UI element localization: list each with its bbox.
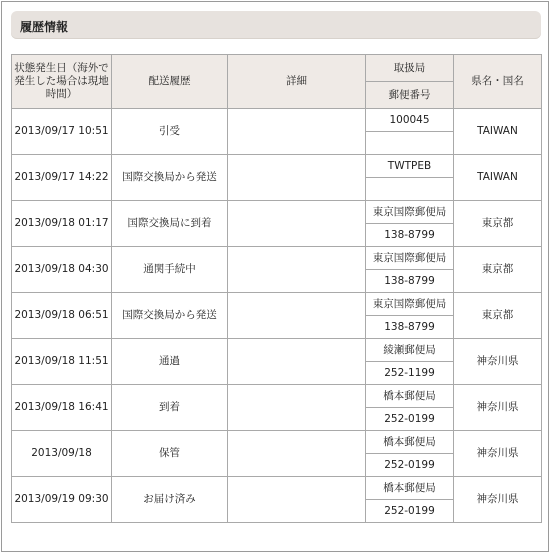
- cell-date: 2013/09/17 10:51: [12, 109, 112, 155]
- cell-date: 2013/09/18 01:17: [12, 201, 112, 247]
- table-row: [12, 477, 542, 500]
- table-row: [12, 339, 542, 362]
- cell-region: 神奈川県: [454, 339, 542, 385]
- cell-history: 国際交換局から発送: [112, 155, 228, 201]
- header-history: 配送履歴: [112, 55, 228, 109]
- cell-office: 綾瀬郵便局: [366, 339, 454, 362]
- header-status-date: 状態発生日（海外で発生した場合は現地時間）: [12, 55, 112, 109]
- cell-date: 2013/09/17 14:22: [12, 155, 112, 201]
- cell-office: TWTPEB: [366, 155, 454, 178]
- cell-postal-code: 138-8799: [366, 270, 454, 293]
- cell-detail: [228, 339, 366, 385]
- cell-date: 2013/09/18 16:41: [12, 385, 112, 431]
- table-header-row: [12, 55, 542, 82]
- table-row: [12, 109, 542, 132]
- cell-office: 東京国際郵便局: [366, 293, 454, 316]
- table-row: [12, 293, 542, 316]
- cell-date: 2013/09/18 04:30: [12, 247, 112, 293]
- cell-history: 国際交換局から発送: [112, 293, 228, 339]
- cell-detail: [228, 109, 366, 155]
- cell-detail: [228, 477, 366, 523]
- cell-office: 橋本郵便局: [366, 431, 454, 454]
- cell-region: 神奈川県: [454, 385, 542, 431]
- cell-postal-code: 252-1199: [366, 362, 454, 385]
- cell-region: 東京都: [454, 247, 542, 293]
- cell-region: TAIWAN: [454, 109, 542, 155]
- cell-history: 通関手続中: [112, 247, 228, 293]
- cell-region: 東京都: [454, 201, 542, 247]
- tracking-history-table: [11, 54, 542, 523]
- cell-history: 国際交換局に到着: [112, 201, 228, 247]
- cell-date: 2013/09/18: [12, 431, 112, 477]
- cell-detail: [228, 155, 366, 201]
- table-row: [12, 247, 542, 270]
- header-region: 県名・国名: [454, 55, 542, 109]
- header-detail: 詳細: [228, 55, 366, 109]
- cell-office: 東京国際郵便局: [366, 247, 454, 270]
- cell-postal-code: [366, 132, 454, 155]
- header-office: 取扱局: [366, 55, 454, 82]
- cell-history: 到着: [112, 385, 228, 431]
- cell-postal-code: 252-0199: [366, 500, 454, 523]
- cell-region: 神奈川県: [454, 477, 542, 523]
- cell-detail: [228, 201, 366, 247]
- cell-detail: [228, 431, 366, 477]
- cell-detail: [228, 293, 366, 339]
- table-row: [12, 431, 542, 454]
- section-header: [11, 11, 541, 39]
- cell-detail: [228, 385, 366, 431]
- cell-region: 東京都: [454, 293, 542, 339]
- tracking-history-panel: [1, 1, 549, 552]
- cell-office: 橋本郵便局: [366, 385, 454, 408]
- cell-history: 通過: [112, 339, 228, 385]
- header-postal-code: 郵便番号: [366, 82, 454, 109]
- cell-office: 100045: [366, 109, 454, 132]
- cell-postal-code: 138-8799: [366, 316, 454, 339]
- table-row: [12, 385, 542, 408]
- cell-region: 神奈川県: [454, 431, 542, 477]
- cell-detail: [228, 247, 366, 293]
- cell-date: 2013/09/18 06:51: [12, 293, 112, 339]
- cell-history: 引受: [112, 109, 228, 155]
- cell-history: お届け済み: [112, 477, 228, 523]
- table-row: [12, 155, 542, 178]
- cell-office: 東京国際郵便局: [366, 201, 454, 224]
- cell-postal-code: [366, 178, 454, 201]
- cell-date: 2013/09/18 11:51: [12, 339, 112, 385]
- cell-postal-code: 138-8799: [366, 224, 454, 247]
- cell-postal-code: 252-0199: [366, 408, 454, 431]
- cell-date: 2013/09/19 09:30: [12, 477, 112, 523]
- cell-region: TAIWAN: [454, 155, 542, 201]
- cell-office: 橋本郵便局: [366, 477, 454, 500]
- section-title: 履歴情報: [20, 20, 69, 34]
- cell-history: 保管: [112, 431, 228, 477]
- cell-postal-code: 252-0199: [366, 454, 454, 477]
- table-row: [12, 201, 542, 224]
